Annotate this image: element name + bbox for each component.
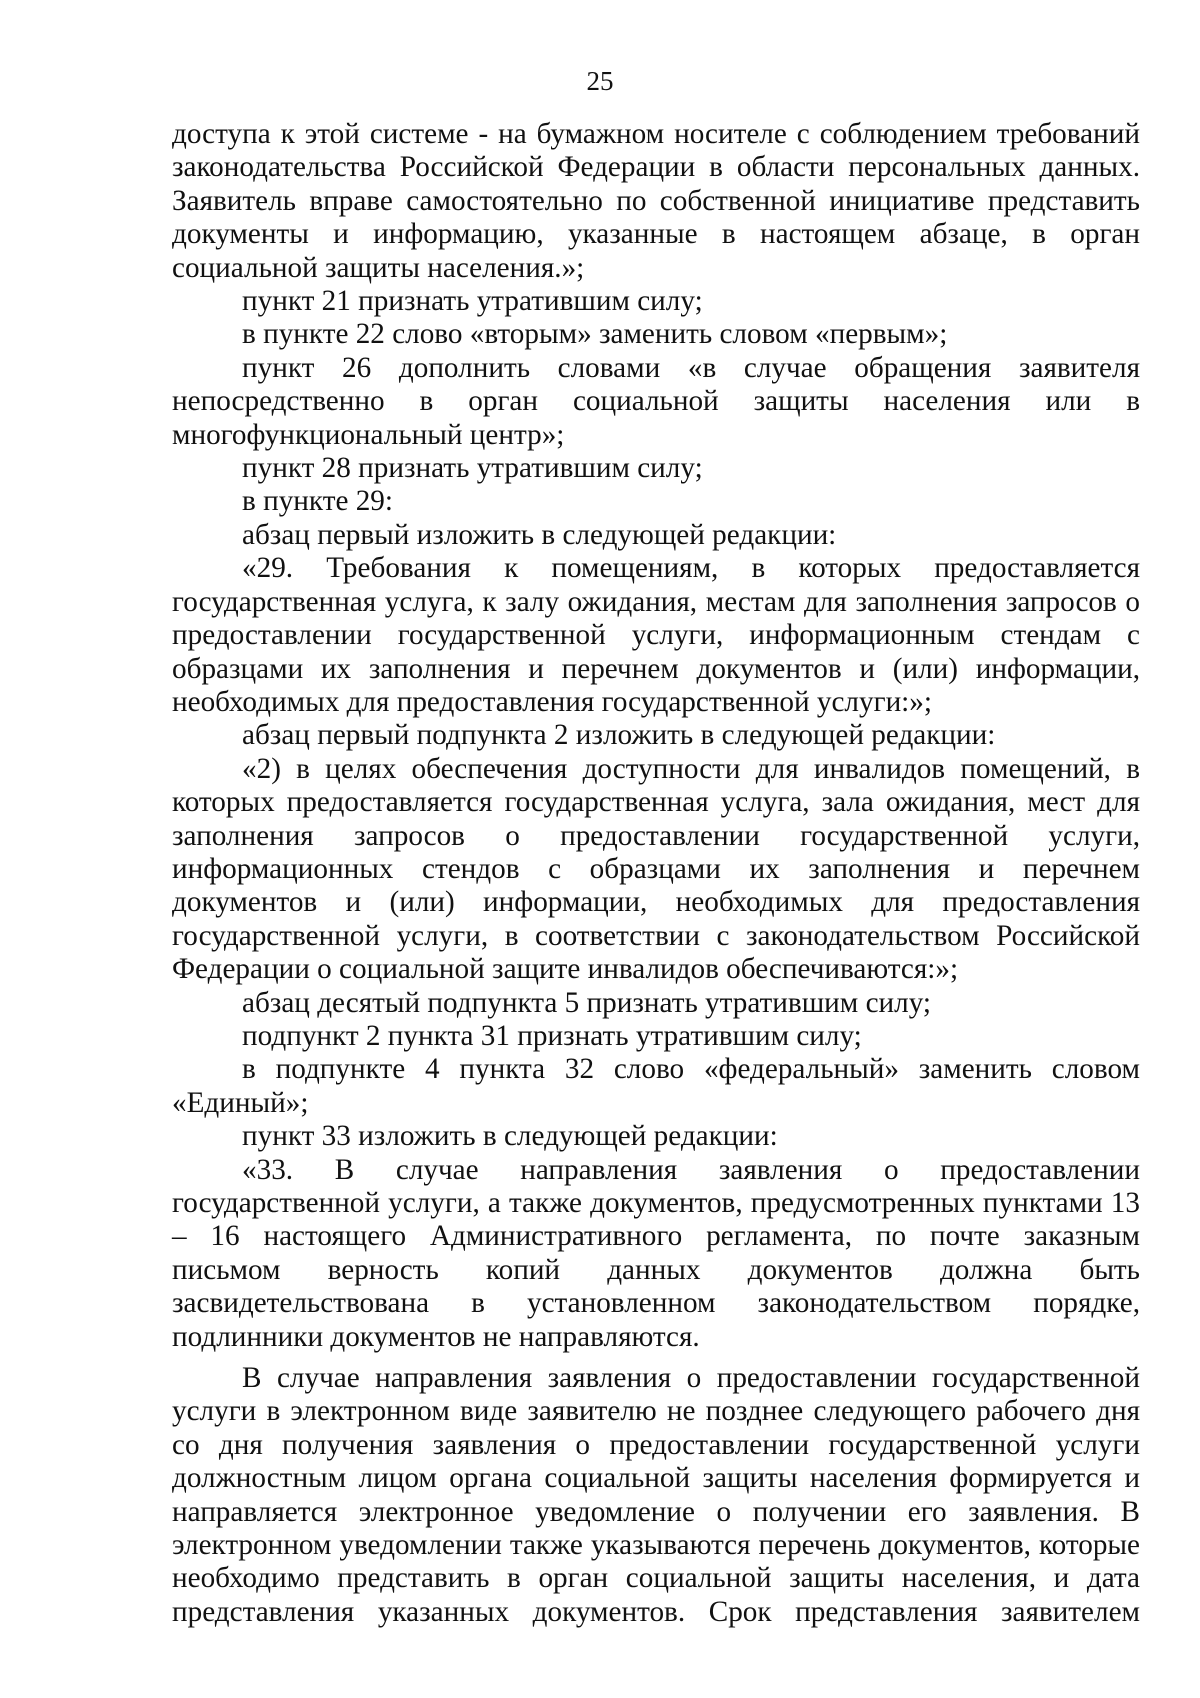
paragraph-item-31: подпункт 2 пункта 31 признать утратившим силу; [242,1019,862,1052]
document-body [172,118,1140,1629]
page-number: 25 [586,66,614,96]
paragraph-item-22: в пункте 22 слово «вторым» заменить словом «первым»; [242,318,948,351]
paragraph-item-29-text: «29. Требования к помещениям, в которых предоставляется государственная услуга, к залу ожидания, местам для заполнения запросов о предоставлении государственной услуги, информационным стендам с образцами их заполнения и перечнем документов и (или) информации, необходимых для предоставления государственной услуги:»; [172,552,1140,718]
paragraph-item-29-abzac: абзац первый изложить в следующей редакции: [242,518,837,551]
paragraph-item-33-intro: пункт 33 изложить в следующей редакции: [242,1120,778,1153]
paragraph-continuation: доступа к этой системе - на бумажном носителе с соблюдением требований законодательства Российской Федерации в области персональных данных. Заявитель вправе самостоятельно по собственной инициативе представить документы и информацию, указанные в настоящем абзаце, в орган социальной защиты населения.»; [172,118,1140,284]
paragraph-item-28: пункт 28 признать утратившим силу; [242,452,703,485]
paragraph-subitem-2-text: «2) в целях обеспечения доступности для инвалидов помещений, в которых предоставляется государственная услуга, зала ожидания, мест для заполнения запросов о предоставлении государственной услуги, информационных стендов с образцами их заполнения и перечнем документов и (или) информации, необходимых для предоставления государственной услуги, в соответствии с законодательством Российской Федерации о социальной защите инвалидов обеспечиваются:»; [172,752,1140,986]
paragraph-item-33-text: «33. В случае направления заявления о предоставлении государственной услуги, а также документов, предусмотренных пунктами 13 – 16 настоящего Административного регламента, по почте заказным письмом верность копий данных документов должна быть засвидетельствована в установленном законодательством порядке, подлинники документов не направляются. [172,1153,1140,1353]
paragraph-item-21: пункт 21 признать утратившим силу; [242,285,703,318]
paragraph-subitem-2-intro: абзац первый подпункта 2 изложить в следующей редакции: [242,719,996,752]
paragraph-electronic-application: В случае направления заявления о предоставлении государственной услуги в электронном виде заявителю не позднее следующего рабочего дня со дня получения заявления о предоставлении государственной услуги должностным лицом органа социальной защиты населения формируется и направляется электронное уведомление о получении его заявления. В электронном уведомлении также указываются перечень документов, которые необходимо представить в орган социальной защиты населения, и дата представления указанных документов. Срок представления заявителем [172,1362,1140,1628]
paragraph-item-29-intro: в пункте 29: [242,485,394,518]
paragraph-item-26: пункт 26 дополнить словами «в случае обращения заявителя непосредственно в орган социальной защиты населения или в многофункциональный центр»; [172,351,1140,451]
paragraph-item-32: в подпункте 4 пункта 32 слово «федеральный» заменить словом «Единый»; [172,1053,1140,1119]
paragraph-subitem-5: абзац десятый подпункта 5 признать утратившим силу; [242,986,932,1019]
